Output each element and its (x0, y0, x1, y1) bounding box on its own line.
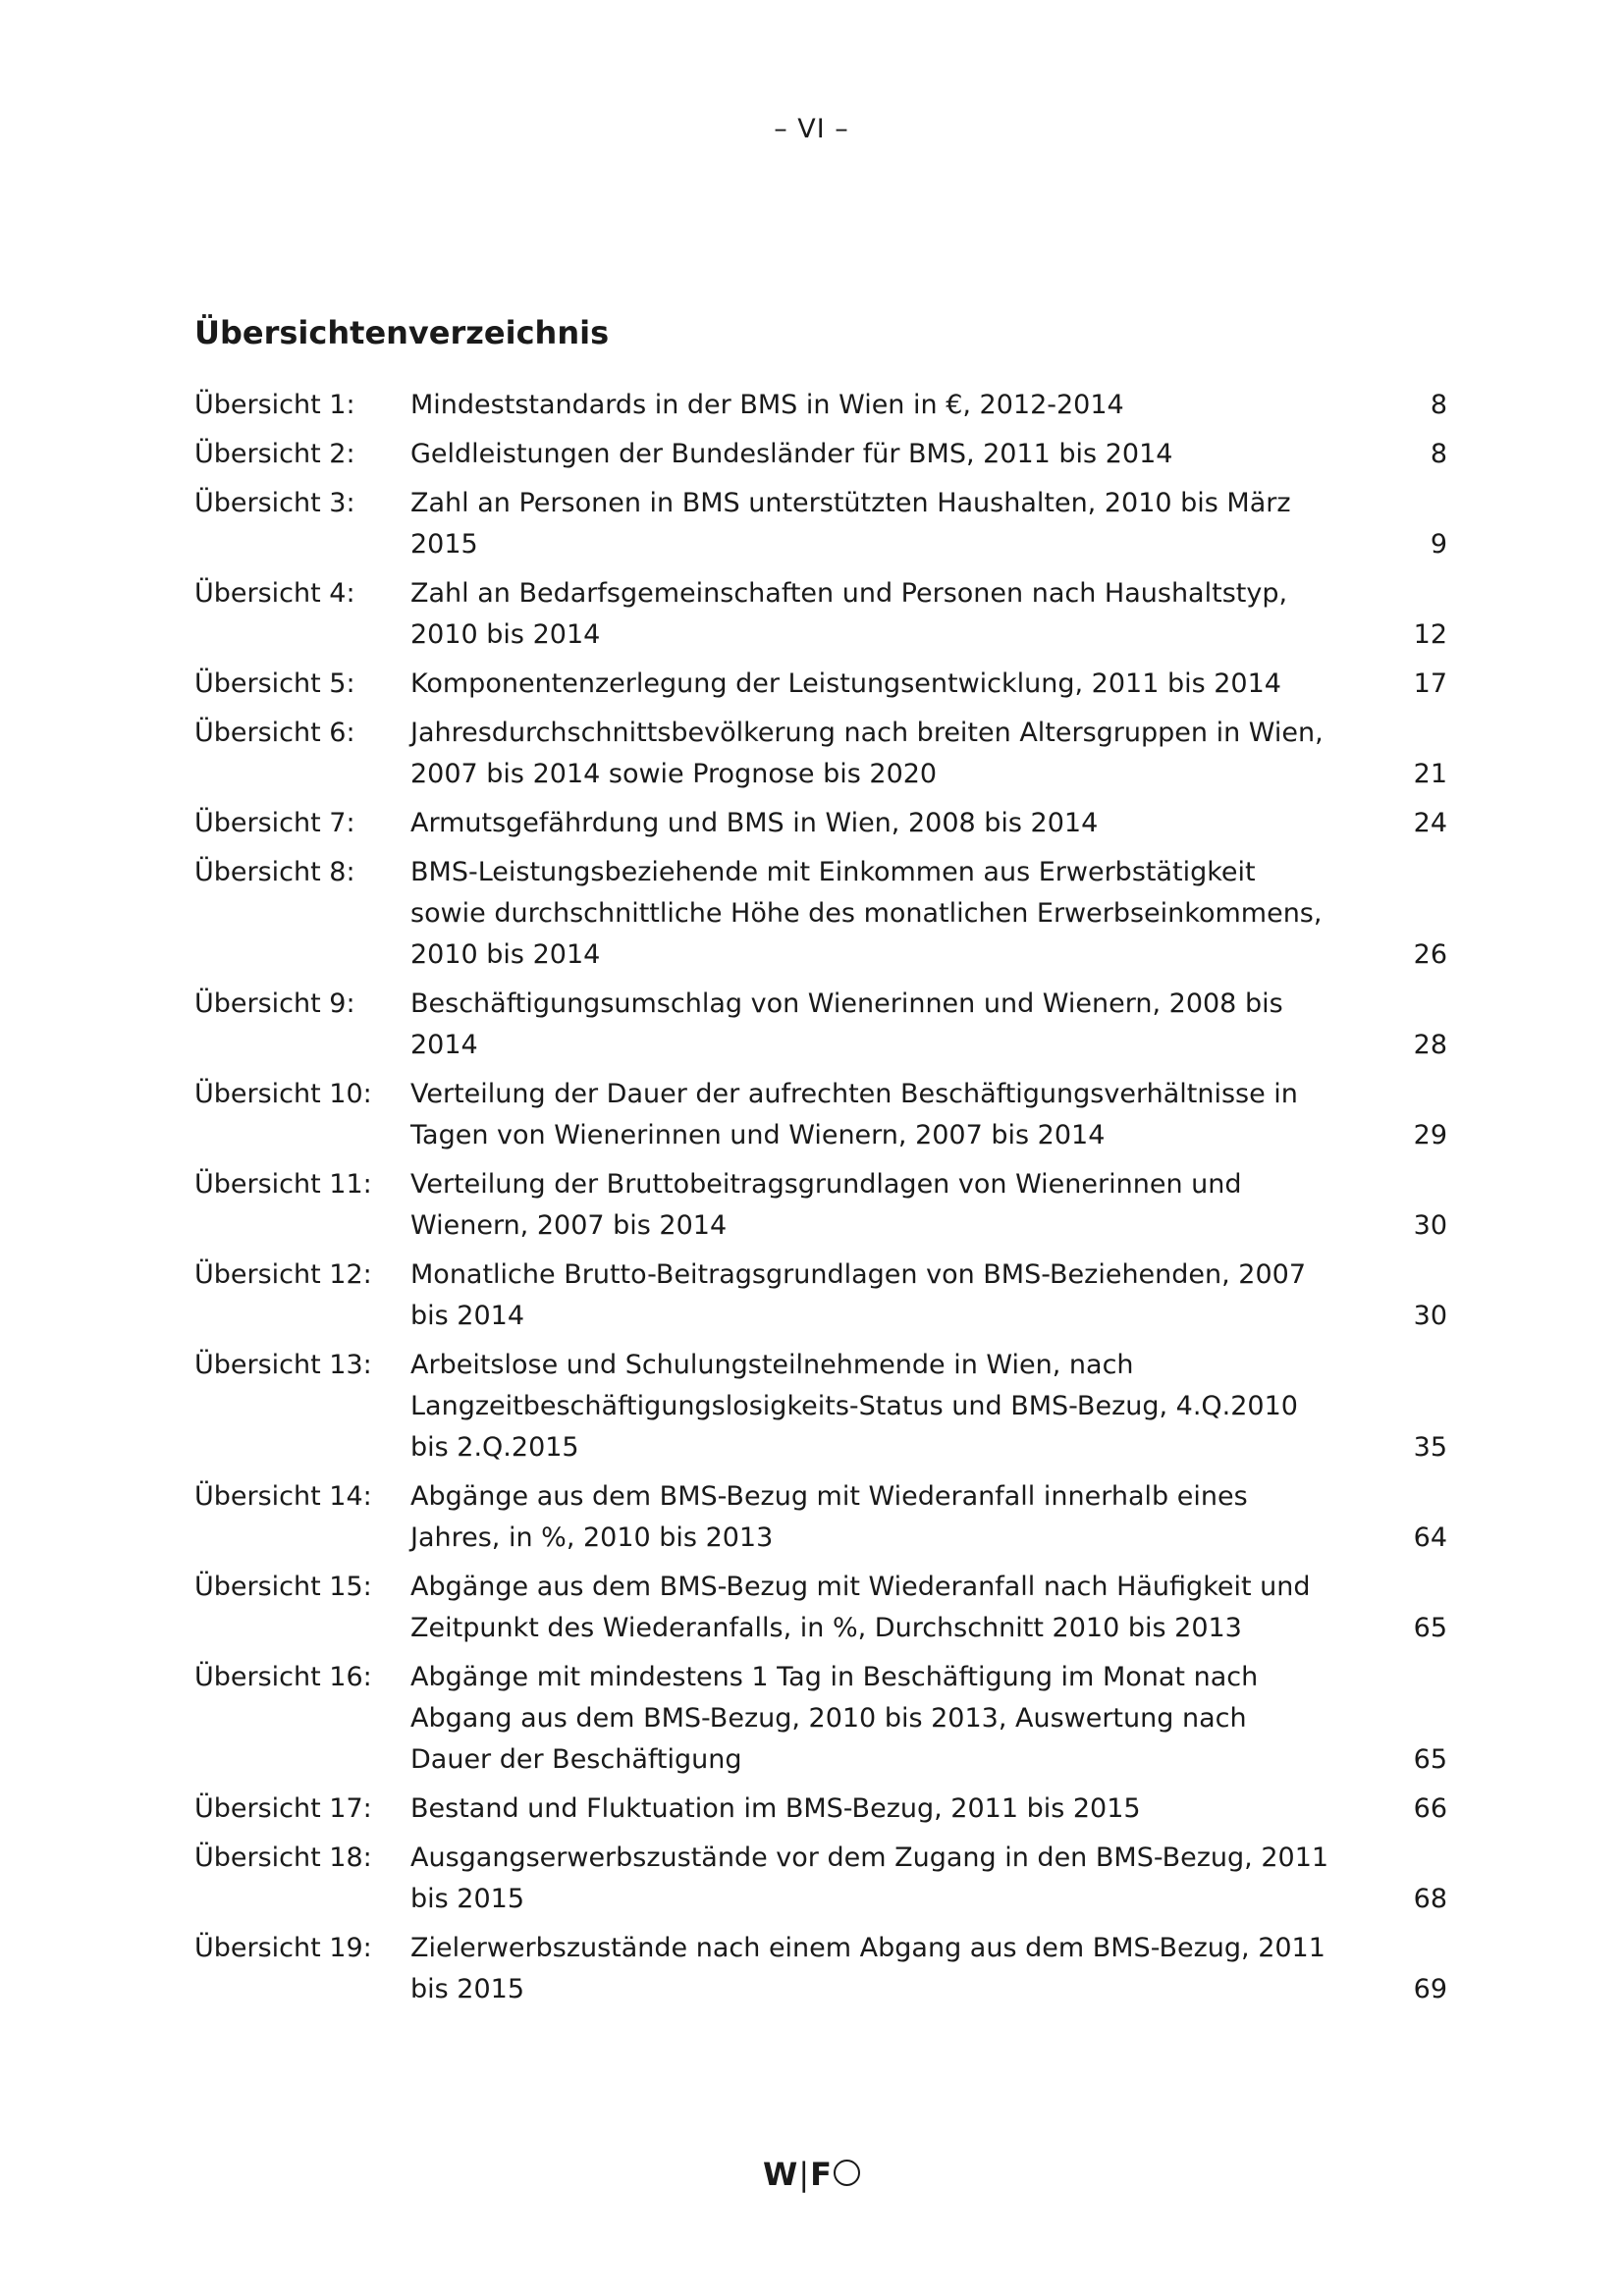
wifo-logo (0, 2156, 1623, 2193)
toc-entry-label: Übersicht 18: (194, 1842, 372, 1873)
toc-entry-label: Übersicht 2: (194, 439, 355, 469)
toc-entry-label: Übersicht 15: (194, 1572, 372, 1602)
toc-entry[interactable] (194, 852, 1447, 976)
toc-entry-label: Übersicht 3: (194, 488, 355, 518)
toc-entry[interactable] (194, 1255, 1447, 1337)
toc-entry-label: Übersicht 8: (194, 857, 355, 887)
toc-entry-label: Übersicht 1: (194, 390, 355, 420)
toc-entry-page: 24 (1413, 808, 1447, 838)
toc-entry-label: Übersicht 6: (194, 718, 355, 748)
toc-entry-label: Übersicht 5: (194, 668, 355, 699)
table-of-overviews (194, 385, 1447, 2018)
toc-entry-label: Übersicht 16: (194, 1662, 372, 1692)
toc-entry-title: Mindeststandards in der BMS in Wien in €, 2012-2014 (410, 390, 1124, 420)
toc-entry[interactable] (194, 664, 1447, 705)
toc-entry[interactable] (194, 434, 1447, 475)
toc-entry-label: Übersicht 12: (194, 1259, 372, 1290)
toc-entry-label: Übersicht 11: (194, 1169, 372, 1200)
toc-entry-page: 30 (1413, 1301, 1447, 1331)
toc-entry-label: Übersicht 7: (194, 808, 355, 838)
toc-entry-page: 29 (1413, 1120, 1447, 1150)
toc-entry-page: 8 (1430, 390, 1447, 420)
toc-entry-page: 12 (1413, 619, 1447, 650)
toc-entry-label: Übersicht 4: (194, 578, 355, 609)
toc-entry[interactable] (194, 1567, 1447, 1649)
toc-entry-title: Abgänge aus dem BMS-Bezug mit Wiederanfall innerhalb eines Jahres, in %, 2010 bis 2013 (410, 1481, 1248, 1553)
toc-entry[interactable] (194, 1074, 1447, 1156)
toc-entry-page: 26 (1413, 939, 1447, 970)
toc-entry-page: 17 (1413, 668, 1447, 699)
toc-entry-label: Übersicht 19: (194, 1933, 372, 1963)
toc-entry-title: Komponentenzerlegung der Leistungsentwicklung, 2011 bis 2014 (410, 668, 1281, 699)
toc-entry-page: 69 (1413, 1974, 1447, 2004)
toc-entry[interactable] (194, 713, 1447, 795)
toc-entry[interactable] (194, 1789, 1447, 1830)
toc-entry-title: Bestand und Fluktuation im BMS-Bezug, 2011 bis 2015 (410, 1793, 1141, 1824)
logo-letter-f: F (810, 2156, 833, 2193)
logo-letter-w: W (763, 2156, 799, 2193)
logo-ring-icon (834, 2160, 860, 2186)
toc-entry-page: 8 (1430, 439, 1447, 469)
toc-entry-label: Übersicht 10: (194, 1079, 372, 1109)
toc-entry-title: Verteilung der Dauer der aufrechten Beschäftigungsverhältnisse in Tagen von Wienerinnen und Wienern, 2007 bis 2014 (410, 1079, 1298, 1150)
toc-entry-title: Geldleistungen der Bundesländer für BMS, 2011 bis 2014 (410, 439, 1173, 469)
toc-entry[interactable] (194, 483, 1447, 565)
toc-entry-page: 66 (1413, 1793, 1447, 1824)
toc-entry[interactable] (194, 1476, 1447, 1559)
toc-entry[interactable] (194, 1928, 1447, 2010)
toc-entry-title: Ausgangserwerbszustände vor dem Zugang in den BMS-Bezug, 2011 bis 2015 (410, 1842, 1329, 1914)
toc-entry-page: 30 (1413, 1210, 1447, 1241)
toc-entry[interactable] (194, 1345, 1447, 1468)
toc-entry[interactable] (194, 803, 1447, 844)
toc-entry-page: 21 (1413, 759, 1447, 789)
toc-entry-title: Abgänge mit mindestens 1 Tag in Beschäftigung im Monat nach Abgang aus dem BMS-Bezug, 2010 bis 2013, Auswertung nach Dauer der Beschäftigung (410, 1662, 1259, 1775)
toc-entry-page: 65 (1413, 1613, 1447, 1643)
toc-entry-title: Zielerwerbszustände nach einem Abgang aus dem BMS-Bezug, 2011 bis 2015 (410, 1933, 1325, 2004)
page-number: – VI – (774, 114, 849, 144)
toc-entry[interactable] (194, 1164, 1447, 1247)
toc-entry-title: Arbeitslose und Schulungsteilnehmende in Wien, nach Langzeitbeschäftigungslosigkeits-Status und BMS-Bezug, 4.Q.2010 bis 2.Q.2015 (410, 1350, 1298, 1463)
toc-entry[interactable] (194, 984, 1447, 1066)
toc-entry-page: 64 (1413, 1522, 1447, 1553)
section-title: Übersichtenverzeichnis (194, 314, 610, 351)
toc-entry-page: 65 (1413, 1744, 1447, 1775)
logo-separator: | (798, 2156, 811, 2193)
toc-entry[interactable] (194, 1657, 1447, 1781)
toc-entry-title: Zahl an Bedarfsgemeinschaften und Personen nach Haushaltstyp, 2010 bis 2014 (410, 578, 1288, 650)
toc-entry[interactable] (194, 573, 1447, 656)
toc-entry-title: Verteilung der Bruttobeitragsgrundlagen von Wienerinnen und Wienern, 2007 bis 2014 (410, 1169, 1242, 1241)
toc-entry-label: Übersicht 9: (194, 988, 355, 1019)
toc-entry-page: 35 (1413, 1432, 1447, 1463)
toc-entry-title: Armutsgefährdung und BMS in Wien, 2008 bis 2014 (410, 808, 1099, 838)
toc-entry-title: Zahl an Personen in BMS unterstützten Haushalten, 2010 bis März 2015 (410, 488, 1291, 560)
toc-entry[interactable] (194, 1838, 1447, 1920)
toc-entry-page: 68 (1413, 1884, 1447, 1914)
toc-entry-page: 9 (1430, 529, 1447, 560)
toc-entry-label: Übersicht 13: (194, 1350, 372, 1380)
toc-entry-page: 28 (1413, 1030, 1447, 1060)
toc-entry-title: Jahresdurchschnittsbevölkerung nach breiten Altersgruppen in Wien, 2007 bis 2014 sowie Prognose bis 2020 (410, 718, 1324, 789)
toc-entry-title: Monatliche Brutto-Beitragsgrundlagen von BMS-Beziehenden, 2007 bis 2014 (410, 1259, 1307, 1331)
toc-entry-title: BMS-Leistungsbeziehende mit Einkommen aus Erwerbstätigkeit sowie durchschnittliche Höhe des monatlichen Erwerbseinkommens, 2010 bis 2014 (410, 857, 1323, 970)
toc-entry-title: Abgänge aus dem BMS-Bezug mit Wiederanfall nach Häufigkeit und Zeitpunkt des Wiederanfalls, in %, Durchschnitt 2010 bis 2013 (410, 1572, 1311, 1643)
toc-entry-title: Beschäftigungsumschlag von Wienerinnen und Wienern, 2008 bis 2014 (410, 988, 1283, 1060)
toc-entry[interactable] (194, 385, 1447, 426)
toc-entry-label: Übersicht 14: (194, 1481, 372, 1512)
toc-entry-label: Übersicht 17: (194, 1793, 372, 1824)
